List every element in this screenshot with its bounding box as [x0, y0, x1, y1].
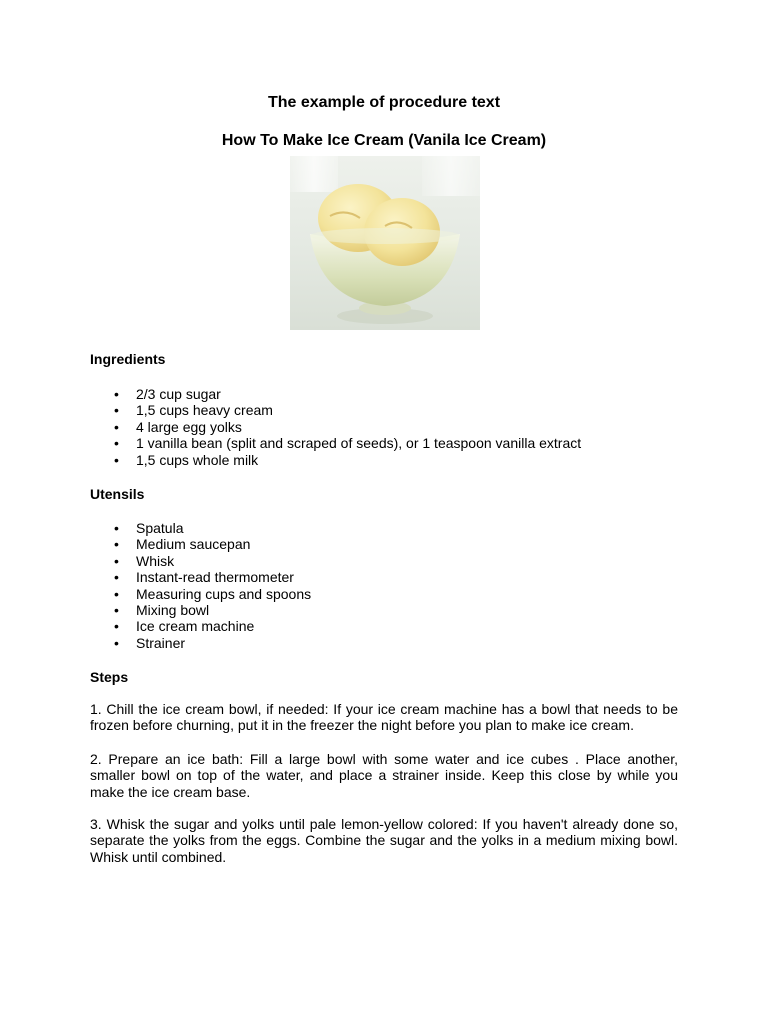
list-item: • 1,5 cups heavy cream	[90, 402, 581, 418]
list-item: • Instant-read thermometer	[90, 569, 311, 585]
list-item: • Measuring cups and spoons	[90, 586, 311, 602]
list-item: • Spatula	[90, 520, 311, 536]
ingredients-heading: Ingredients	[90, 351, 166, 367]
list-item: • Ice cream machine	[90, 618, 311, 634]
step-paragraph: 3. Whisk the sugar and yolks until pale lemon-yellow colored: If you haven't already done so, separate the yolks from the eggs. Combine the sugar and the yolks in a medium mixing bowl. Whisk until combined.	[90, 816, 678, 865]
document-title: The example of procedure text	[267, 94, 501, 111]
ingredients-list	[90, 386, 581, 468]
ice-cream-photo	[290, 156, 480, 330]
recipe-title: How To Make Ice Cream (Vanila Ice Cream)	[221, 132, 547, 149]
utensils-list	[90, 520, 311, 651]
ice-cream-bowl-illustration	[290, 156, 480, 330]
list-item: • 2/3 cup sugar	[90, 386, 581, 402]
step-paragraph: 1. Chill the ice cream bowl, if needed: If your ice cream machine has a bowl that needs to be frozen before churning, put it in the freezer the night before you plan to make ice cream.	[90, 701, 678, 734]
list-item: • Whisk	[90, 553, 311, 569]
step-paragraph: 2. Prepare an ice bath: Fill a large bowl with some water and ice cubes . Place another, smaller bowl on top of the water, and place a strainer inside. Keep this close by while you make the ice cream base.	[90, 751, 678, 800]
list-item: • Strainer	[90, 635, 311, 651]
list-item: • 1 vanilla bean (split and scraped of seeds), or 1 teaspoon vanilla extract	[90, 435, 581, 451]
list-item: • 1,5 cups whole milk	[90, 452, 581, 468]
list-item: • Medium saucepan	[90, 536, 311, 552]
list-item: • 4 large egg yolks	[90, 419, 581, 435]
utensils-heading: Utensils	[90, 486, 145, 502]
steps-heading: Steps	[90, 669, 129, 685]
list-item: • Mixing bowl	[90, 602, 311, 618]
